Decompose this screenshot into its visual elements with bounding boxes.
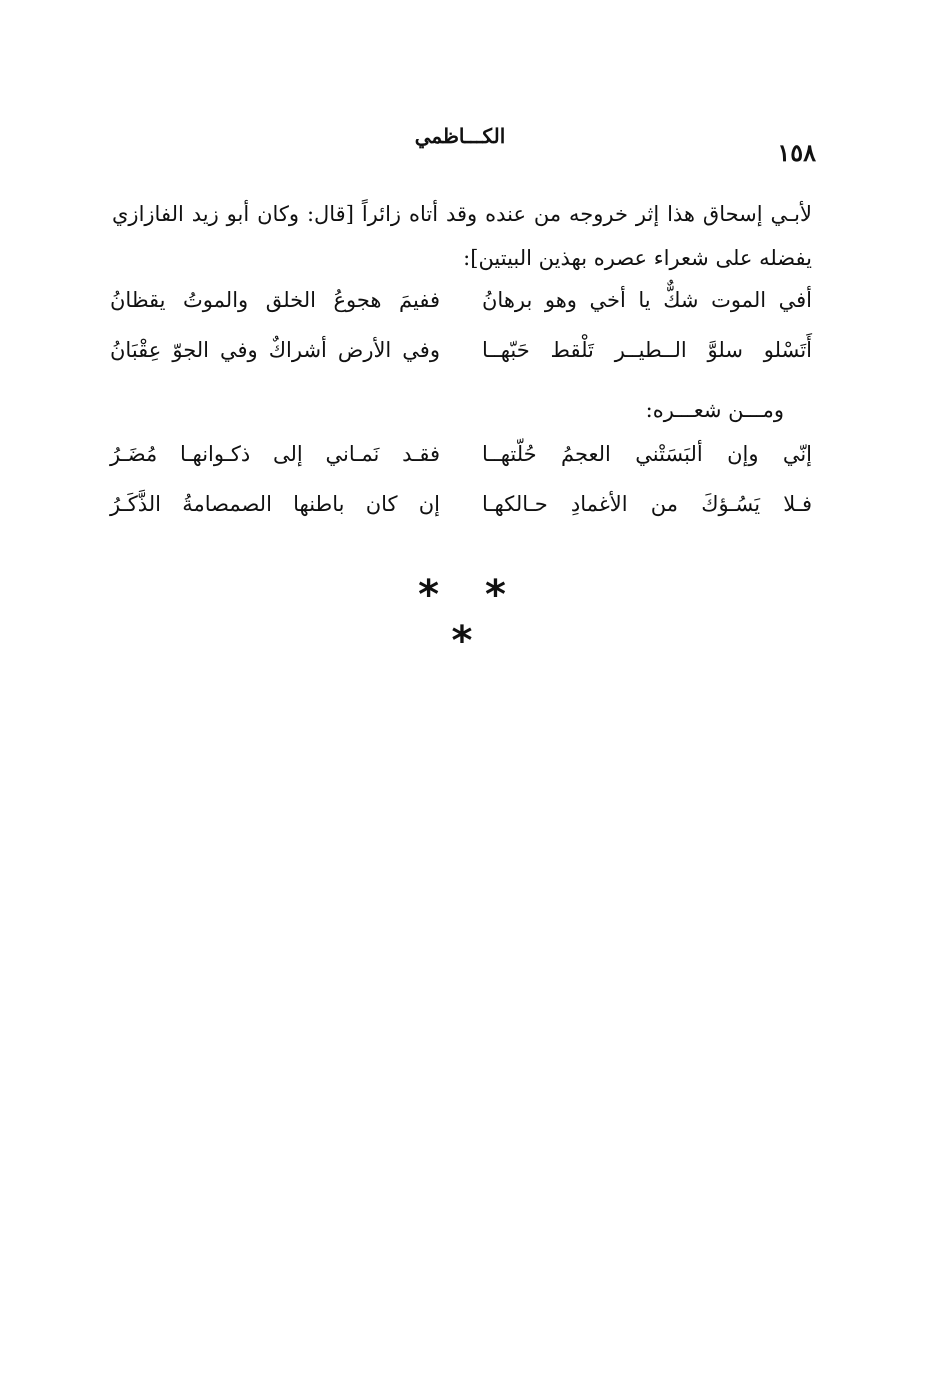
- poem-intro-line: ومـــن شعـــره:: [645, 398, 784, 422]
- section-separator: * * *: [418, 572, 522, 664]
- verse-line: [110, 492, 812, 542]
- verse-line: [110, 442, 812, 492]
- page-number: ١٥٨: [777, 138, 816, 167]
- body-paragraph: لأبـي إسحاق هذا إثر خروجه من عنده وقد أتاه زائراً [قال: وكان أبو زيد الفازازي يفضله على شعراء عصره بهذين البيتين]:: [112, 202, 812, 270]
- verse-first-hemistich: أَتَسْلو سلوَّ الــطيــر تَلْقط حَبّهــا: [482, 338, 812, 362]
- poem-first-block: [110, 288, 812, 388]
- verse-second-hemistich: إن كان باطنها الصمصامةُ الذَّكَـرُ: [110, 492, 440, 516]
- poem-second-block: [110, 442, 812, 542]
- running-header-title: الكـــاظمي: [414, 124, 506, 148]
- verse-second-hemistich: فقـد نَمـاني إلى ذكـوانهـا مُضَـرُ: [110, 442, 440, 466]
- verse-first-hemistich: أفي الموت شكٌّ يا أخي وهو برهانُ: [482, 288, 812, 312]
- verse-first-hemistich: إنّي وإن ألبَسَتْني العجمُ حُلّتهــا: [482, 442, 812, 466]
- verse-line: [110, 338, 812, 388]
- verse-second-hemistich: ففيمَ هجوعُ الخلق والموتُ يقظانُ: [110, 288, 440, 312]
- verse-first-hemistich: فـلا يَسُـؤكَ من الأغمادِ حـالكهـا: [482, 492, 812, 516]
- verse-line: [110, 288, 812, 338]
- verse-second-hemistich: وفي الأرض أشراكٌ وفي الجوّ عِقْبَانُ: [110, 338, 440, 362]
